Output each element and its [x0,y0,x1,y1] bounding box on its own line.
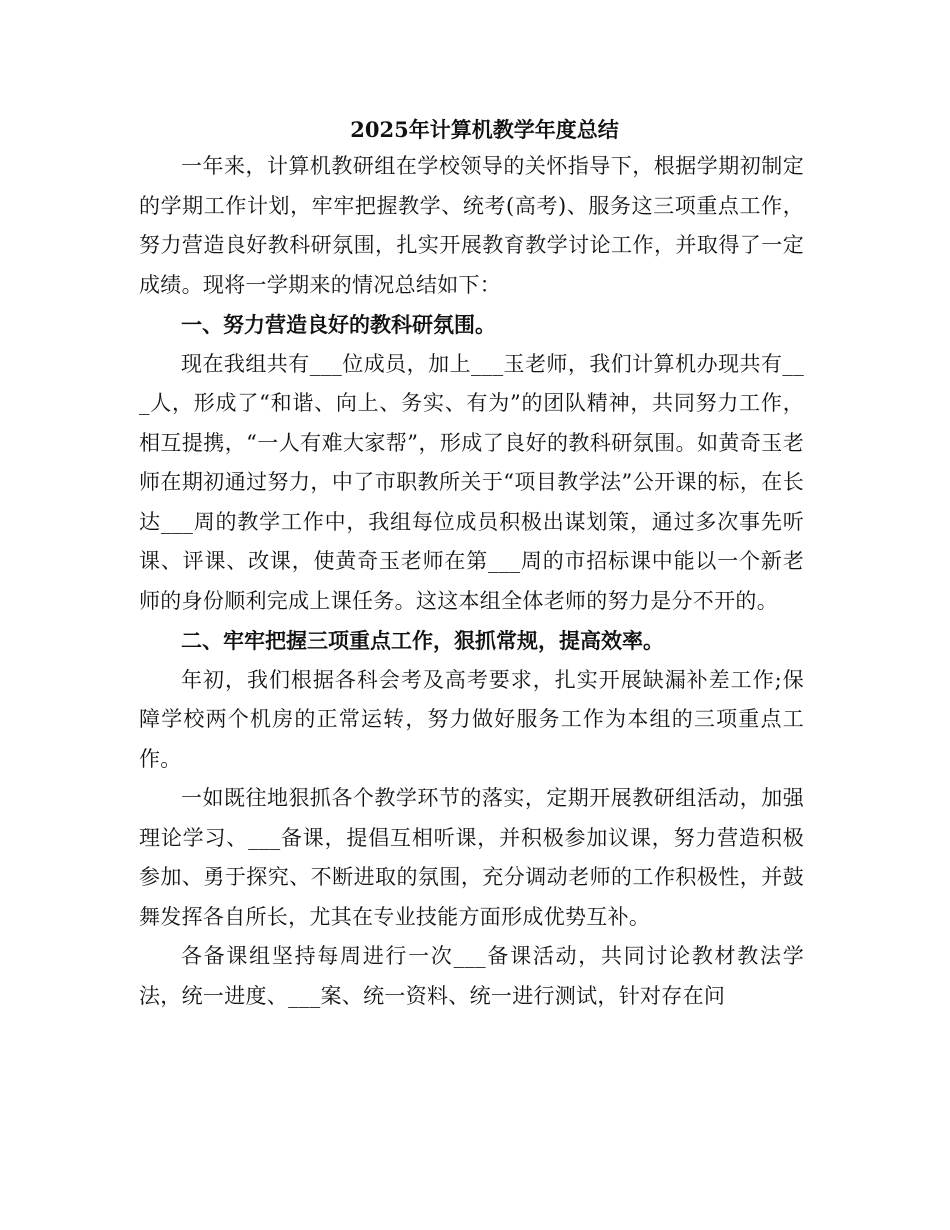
paragraph-key-work: 年初，我们根据各科会考及高考要求，扎实开展缺漏补差工作;保障学校两个机房的正常运转，努力做好服务工作为本组的三项重点工作。 [139,667,804,771]
paragraph-teaching: 一如既往地狠抓各个教学环节的落实，定期开展教研组活动，加强理论学习、___备课，提倡互相听课，并积极参加议课，努力营造积极参加、勇于探究、不断进取的氛围，充分调动老师的工作积极性，并鼓舞发挥各自所长，尤其在专业技能方面形成优势互补。 [139,786,804,929]
paragraph-lesson-prep: 各备课组坚持每周进行一次___备课活动，共同讨论教材教法学法，统一进度、___案、统一资料、统一进行测试，针对存在问 [139,944,804,1008]
section-heading-1: 一、努力营造良好的教科研氛围。 [181,312,496,337]
paragraph-intro: 一年来，计算机教研组在学校领导的关怀指导下，根据学期初制定的学期工作计划，牢牢把握教学、统考(高考)、服务这三项重点工作，努力营造良好教科研氛围，扎实开展教育教学讨论工作，并取得了一定成绩。现将一学期来的情况总结如下： [139,154,804,297]
document-title: 2025年计算机教学年度总结 [350,117,619,142]
paragraph-team: 现在我组共有___位成员，加上___玉老师，我们计算机办现共有___人，形成了“和谐、向上、务实、有为”的团队精神，共同努力工作，相互提携，“一人有难大家帮”，形成了良好的教科研氛围。如黄奇玉老师在期初通过努力，中了市职教所关于“项目教学法”公开课的标，在长达___周的教学工作中，我组每位成员积极出谋划策，通过多次事先听课、评课、改课，使黄奇玉老师在第___周的市招标课中能以一个新老师的身份顺利完成上课任务。这这本组全体老师的努力是分不开的。 [139,351,804,613]
document-body [139,113,804,1016]
section-heading-2: 二、牢牢把握三项重点工作，狠抓常规，提高效率。 [181,628,664,653]
